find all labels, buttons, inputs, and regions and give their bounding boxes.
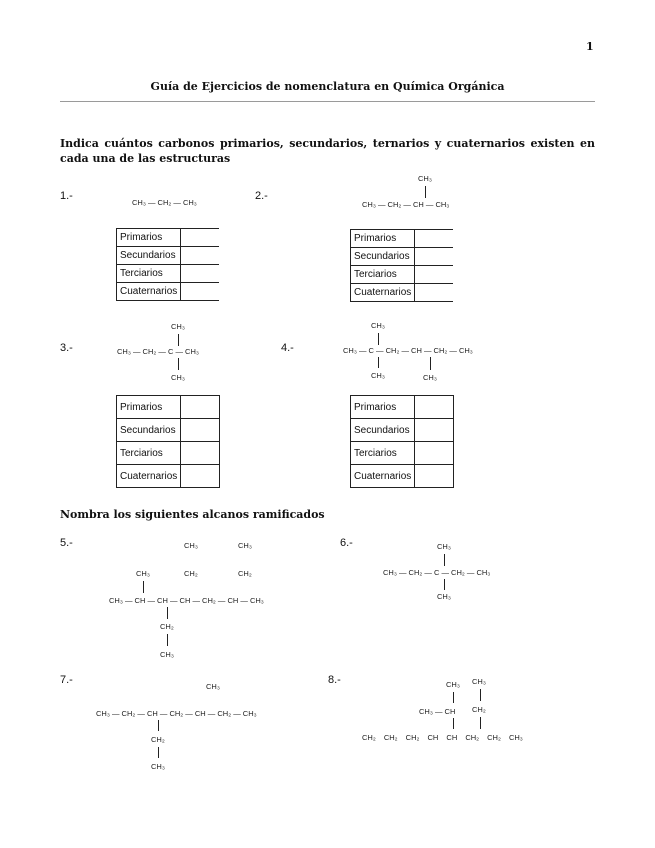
bond-line <box>178 358 179 370</box>
exercise-8-top-branch-2: CH₃ <box>472 677 486 686</box>
bond-line <box>378 357 379 368</box>
row-label: Secundarios <box>351 419 415 442</box>
exercise-5-down-2: CH₃ <box>160 650 174 659</box>
bond-line <box>178 334 179 346</box>
exercise-5-top-branch-2: CH₃ <box>238 541 252 550</box>
exercise-4-number: 4.- <box>281 342 294 354</box>
answer-cell[interactable] <box>181 247 220 265</box>
row-label: Terciarios <box>117 442 181 465</box>
exercise-5-main-chain: CH₃ — CH — CH — CH — CH₂ — CH — CH₃ <box>109 596 264 605</box>
bond-line <box>453 692 454 703</box>
exercise-6-main-chain: CH₃ — CH₂ — C — CH₂ — CH₃ <box>383 568 491 577</box>
row-label: Terciarios <box>351 266 415 284</box>
bond-line <box>453 718 454 729</box>
exercise-2-top-branch: CH₃ <box>418 174 432 183</box>
bond-line <box>430 357 431 370</box>
instruction-text: Indica cuántos carbonos primarios, secundarios, ternarios y cuaternarios existen en cada una de las estructuras <box>60 137 595 165</box>
exercise-7-number: 7.- <box>60 674 73 686</box>
exercise-1-number: 1.- <box>60 190 73 202</box>
exercise-7-main-chain: CH₃ — CH₂ — CH — CH₂ — CH — CH₂ — CH₃ <box>96 709 257 718</box>
bond-line <box>425 186 426 198</box>
exercise-5-down-1: CH₂ <box>160 622 174 631</box>
row-label: Terciarios <box>351 442 415 465</box>
exercise-6-bottom-branch: CH₃ <box>437 592 451 601</box>
title-divider <box>60 101 595 102</box>
answer-cell[interactable] <box>181 229 220 247</box>
row-label: Primarios <box>351 230 415 248</box>
exercise-4-bottom-branch-a: CH₃ <box>371 371 385 380</box>
bond-line <box>167 634 168 646</box>
exercise-5-branch-2: CH₂ <box>184 569 198 578</box>
exercise-7-top-branch: CH₃ <box>206 682 220 691</box>
exercise-2-table <box>350 229 453 302</box>
row-label: Cuaternarios <box>351 465 415 488</box>
answer-cell[interactable] <box>415 465 454 488</box>
exercise-1-main-chain: CH₃ — CH₂ — CH₃ <box>132 198 197 207</box>
row-label: Secundarios <box>117 247 181 265</box>
bond-line <box>444 579 445 590</box>
answer-cell[interactable] <box>415 248 454 266</box>
answer-cell[interactable] <box>415 396 454 419</box>
exercise-4-top-branch: CH₃ <box>371 321 385 330</box>
exercise-4-table <box>350 395 454 488</box>
answer-cell[interactable] <box>181 442 220 465</box>
page-number: 1 <box>586 40 594 53</box>
section-2-heading: Nombra los siguientes alcanos ramificados <box>60 508 325 521</box>
bond-line <box>143 581 144 593</box>
bond-line <box>378 333 379 345</box>
exercise-5-top-branch-1: CH₃ <box>184 541 198 550</box>
answer-cell[interactable] <box>415 266 454 284</box>
exercise-2-main-chain: CH₃ — CH₂ — CH — CH₃ <box>362 200 450 209</box>
bond-line <box>480 717 481 729</box>
answer-cell[interactable] <box>415 419 454 442</box>
exercise-6-number: 6.- <box>340 537 353 549</box>
row-label: Terciarios <box>117 265 181 283</box>
exercise-8-mid-branch-2: CH₂ <box>472 705 486 714</box>
exercise-4-bottom-branch-b: CH₃ <box>423 373 437 382</box>
answer-cell[interactable] <box>181 265 220 283</box>
exercise-8-mid-branch-1: CH₃ — CH <box>419 707 456 716</box>
bond-line <box>158 720 159 731</box>
bond-line <box>158 747 159 758</box>
exercise-8-main-chain: CH₂ CH₂ CH₂ CH CH CH₂ CH₂ CH₃ <box>362 733 523 742</box>
exercise-3-number: 3.- <box>60 342 73 354</box>
row-label: Secundarios <box>117 419 181 442</box>
exercise-2-number: 2.- <box>255 190 268 202</box>
exercise-1-table <box>116 228 219 301</box>
exercise-5-branch-3: CH₂ <box>238 569 252 578</box>
exercise-3-top-branch: CH₃ <box>171 322 185 331</box>
exercise-8-number: 8.- <box>328 674 341 686</box>
answer-cell[interactable] <box>181 419 220 442</box>
answer-cell[interactable] <box>415 230 454 248</box>
row-label: Primarios <box>117 229 181 247</box>
exercise-3-bottom-branch: CH₃ <box>171 373 185 382</box>
exercise-7-down-2: CH₃ <box>151 762 165 771</box>
exercise-3-table <box>116 395 220 488</box>
exercise-7-down-1: CH₂ <box>151 735 165 744</box>
row-label: Secundarios <box>351 248 415 266</box>
row-label: Cuaternarios <box>351 284 415 302</box>
exercise-6-top-branch: CH₃ <box>437 542 451 551</box>
row-label: Cuaternarios <box>117 283 181 301</box>
bond-line <box>167 607 168 619</box>
answer-cell[interactable] <box>181 283 220 301</box>
page-title: Guía de Ejercicios de nomenclatura en Química Orgánica <box>150 80 505 93</box>
exercise-5-branch-1: CH₃ <box>136 569 150 578</box>
row-label: Cuaternarios <box>117 465 181 488</box>
exercise-8-top-branch-1: CH₃ <box>446 680 460 689</box>
answer-cell[interactable] <box>415 442 454 465</box>
bond-line <box>480 689 481 701</box>
answer-cell[interactable] <box>181 396 220 419</box>
row-label: Primarios <box>117 396 181 419</box>
answer-cell[interactable] <box>415 284 454 302</box>
exercise-5-number: 5.- <box>60 537 73 549</box>
exercise-4-main-chain: CH₃ — C — CH₂ — CH — CH₂ — CH₃ <box>343 346 473 355</box>
bond-line <box>444 554 445 566</box>
answer-cell[interactable] <box>181 465 220 488</box>
row-label: Primarios <box>351 396 415 419</box>
exercise-3-main-chain: CH₃ — CH₂ — C — CH₃ <box>117 347 199 356</box>
